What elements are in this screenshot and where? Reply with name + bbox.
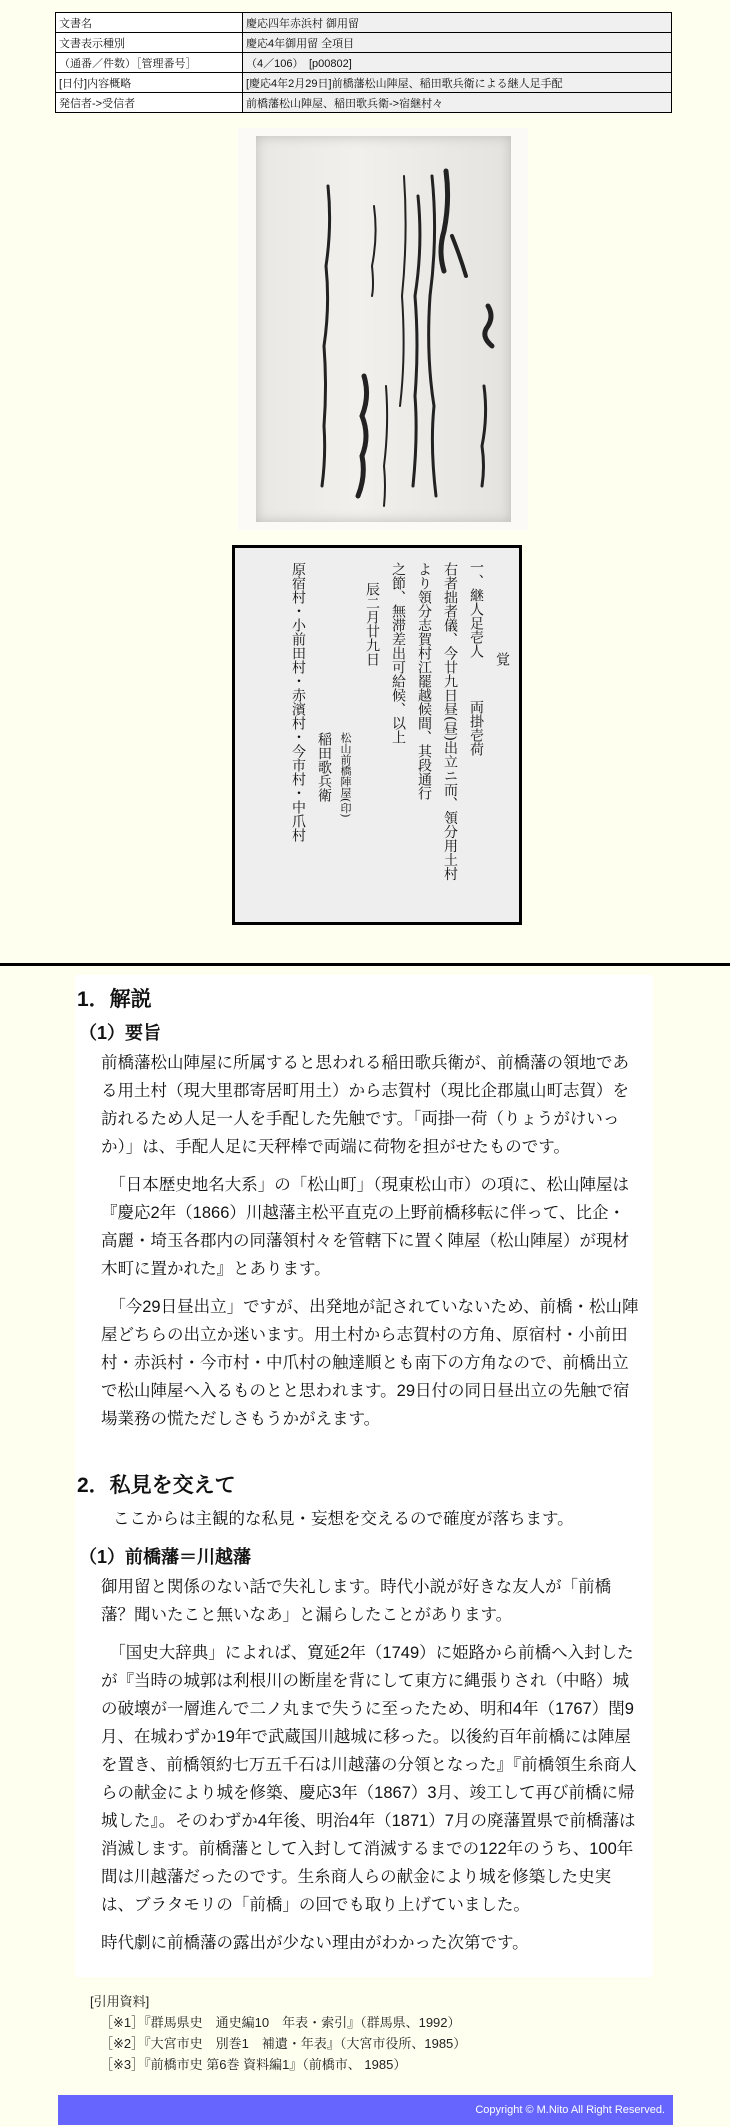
transcription-col: 稲田歌兵衛 — [316, 732, 332, 802]
paragraph: ここからは主観的な私見・妄想を交えるので確度が落ちます。 — [113, 1510, 574, 1528]
transcription-col: 原宿村・小前田村・赤濱村・今市村・中爪村 — [290, 562, 306, 842]
commentary-panel — [75, 975, 653, 1977]
row-label: 文書表示種別 — [56, 33, 243, 53]
row-value: 前橋藩松山陣屋、稲田歌兵衛->宿継村々 — [243, 93, 672, 113]
row-value: 慶応四年赤浜村 御用留 — [243, 13, 672, 33]
transcription-col: 辰二月廿九日 — [364, 582, 380, 666]
transcription-box — [232, 545, 522, 925]
paragraph: 「国史大辞典」によれば、寛延2年（1749）に姫路から前橋へ入封したが『当時の城郭は利根川の断崖を背にして東方に縄張りされ（中略）城の破壊が一層進んで二ノ丸まで失うに至ったため、明和4年（1767）閏9月、在城わずか19年で武蔵国川越城に移った。以後約百年前橋には陣屋を置き、前橋領約七万五千石は川越藩の分領となった』『前橋領生糸商人らの献金により城を修築、慶応3年（1867）3月、竣工して再び前橋に帰城した』。そのわずか4年後、明治4年（1871）7月の廃藩置県で前橋藩は消滅します。前橋藩として入封して消滅するまでの122年のうち、100年間は川越藩だったのです。生糸商人らの献金により城を修築した史実は、ブラタモリの「前橋」の回でも取り上げていました。 — [101, 1644, 637, 1914]
row-value: [慶応4年2月29日]前橋藩松山陣屋、稲田歌兵衛による継人足手配 — [243, 73, 672, 93]
section-heading: 1．解説 — [77, 988, 152, 1011]
subsection-heading: （1）要旨 — [79, 1023, 162, 1043]
reference-item: ［※3］『前橋市史 第6巻 資料編1』（前橋市、 1985） — [100, 2057, 407, 2072]
paragraph: 「日本歴史地名大系」の「松山町」（現東松山市）の項に、松山陣屋は『慶応2年（1866）川越藩主松平直克の上野前橋移転に伴って、比企・高麗・埼玉各郡内の同藩領村々を管轄下に置く陣屋（松山陣屋）が現材木町に置かれた』とあります。 — [101, 1176, 629, 1278]
row-value: 慶応4年御用留 全項目 — [243, 33, 672, 53]
section-heading: 2．私見を交えて — [77, 1474, 236, 1497]
handwriting-strokes — [256, 136, 511, 522]
transcription-columns — [239, 552, 515, 912]
table-row — [56, 33, 672, 53]
manuscript-paper — [256, 136, 511, 522]
table-row — [56, 93, 672, 113]
table-row — [56, 53, 672, 73]
row-label: （通番／件数）［管理番号］ — [56, 53, 243, 73]
footer — [58, 2095, 673, 2125]
reference-item: ［※2］『大宮市史 別巻1 補遺・年表』（大宮市役所、1985） — [100, 2036, 467, 2051]
table-row — [56, 73, 672, 93]
manuscript-photo — [238, 128, 528, 530]
transcription-col: 覚 — [494, 652, 510, 666]
subsection-heading: （1）前橋藩＝川越藩 — [79, 1547, 252, 1567]
divider — [0, 963, 730, 966]
row-value: （4／106） [p00802] — [243, 53, 672, 73]
references-title: [引用資料] — [90, 1994, 150, 2009]
row-label: 発信者->受信者 — [56, 93, 243, 113]
row-label: [日付]内容概略 — [56, 73, 243, 93]
document-info-table — [55, 12, 672, 113]
transcription-col: より領分志賀村江罷越候間、其段通行 — [416, 562, 432, 800]
paragraph: 前橋藩松山陣屋に所属すると思われる稲田歌兵衛が、前橋藩の領地である用土村（現大里郡寄居町用土）から志賀村（現比企郡嵐山町志賀）を訪れるため人足一人を手配した先触です。「両掛一荷（りょうがけいっか）」は、手配人足に天秤棒で両端に荷物を担がせたものです。 — [101, 1054, 629, 1156]
paragraph: 「今29日昼出立」ですが、出発地が記されていないため、前橋・松山陣屋どちらの出立か迷います。用土村から志賀村の方角、原宿村・小前田村・赤浜村・今市村・中爪村の触達順とも南下の方角なので、前橋出立で松山陣屋へ入るものとと思われます。29日付の同日昼出立の先触で宿場業務の慌ただしさもうかがえます。 — [101, 1298, 639, 1428]
copyright: Copyright © M.Nito All Right Reserved. — [475, 2104, 665, 2116]
transcription-col: 右者拙者儀、今廿九日昼(昼)出立ニ而、領分用土村 — [442, 562, 458, 881]
transcription-col-seal: 松山前橋陣屋(印) — [339, 732, 352, 818]
transcription-col: 一、継人足壱人 両掛壱荷 — [468, 560, 484, 756]
references — [90, 1991, 730, 2075]
transcription-col: 之節、無滞差出可給候、以上 — [390, 562, 406, 744]
row-label: 文書名 — [56, 13, 243, 33]
table-row — [56, 13, 672, 33]
lower-content — [0, 975, 730, 2125]
paragraph: 時代劇に前橋藩の露出が少ない理由がわかった次第です。 — [101, 1934, 529, 1952]
reference-item: ［※1］『群馬県史 通史編10 年表・索引』（群馬県、1992） — [100, 2015, 461, 2030]
paragraph: 御用留と関係のない話で失礼します。時代小説が好きな友人が「前橋藩？聞いたこと無いなあ」と漏らしたことがあります。 — [101, 1578, 612, 1624]
